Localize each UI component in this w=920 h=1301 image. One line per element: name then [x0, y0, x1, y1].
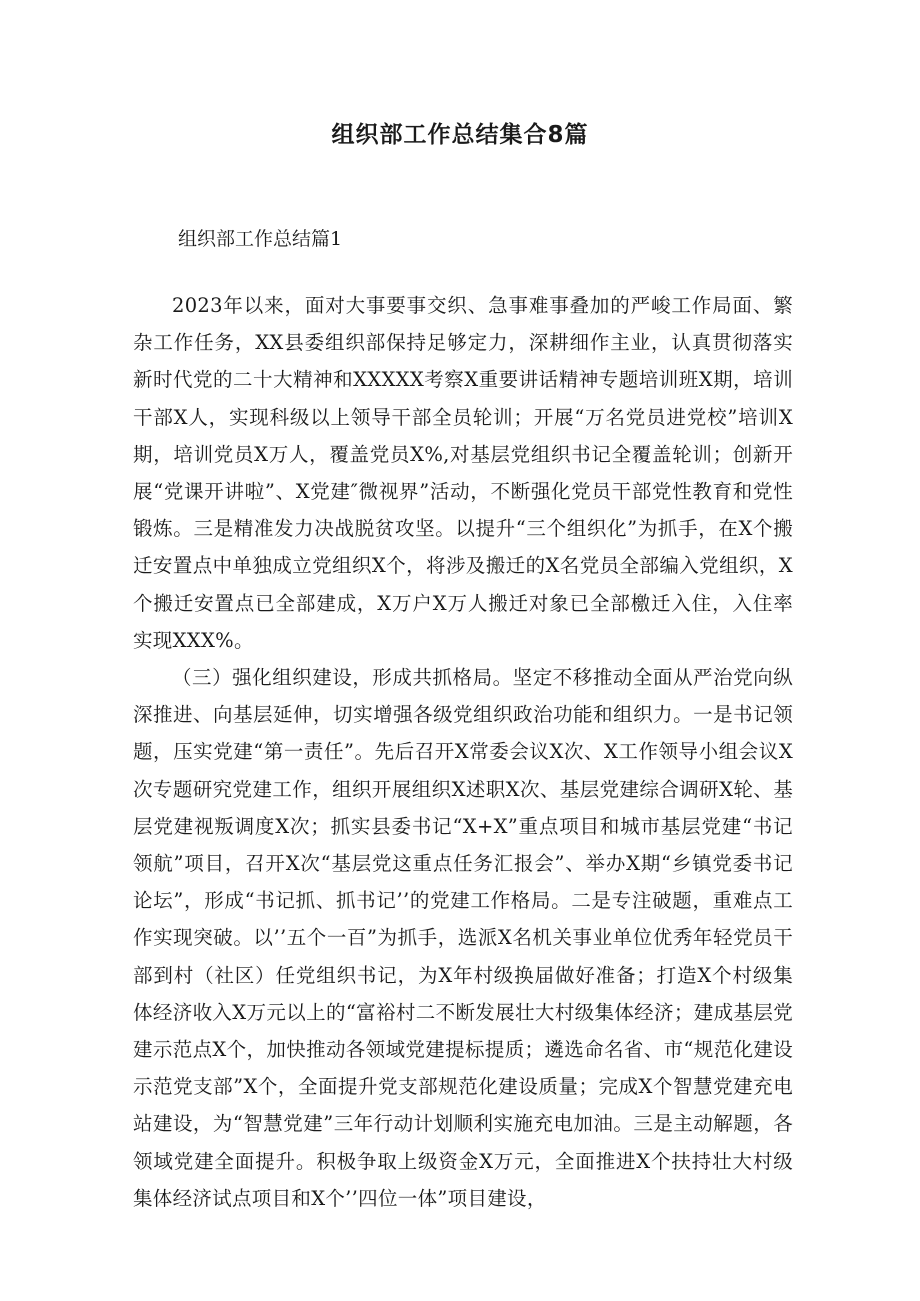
document-title: 组织部工作总结集合8篇: [331, 122, 589, 148]
body-paragraph: （三）强化组织建设，形成共抓格局。坚定不移推动全面从严治党向纵深推进、向基层延伸，切实增强各级党组织政治功能和组织力。一是书记领题，压实党建“第一责任”。先后召开X常委会议X次、X工作领导小组会议X次专题研究党建工作，组织开展组织X述职X次、基层党建综合调研X轮、基层党建视叛调度X次；抓实县委书记“X+X”重点项目和城市基层党建“书记领航”项目，召开X次“基层党这重点任务汇报会”、举办X期“乡镇党委书记论坛”，形成“书记抓、抓书记’’的党建工作格局。二是专注破题，重难点工作实现突破。以’’五个一百”为抓手，选派X名机关事业单位优秀年轻党员干部到村（社区）任党组织书记，为X年村级换届做好准备；打造X个村级集体经济收入X万元以上的“富裕村二不断发展壮大村级集体经济；建成基层党建示范点X个，加快推动各领域党建提标提质；遴选命名省、市“规范化建设示范党支部”X个，全面提升党支部规范化建设质量；完成X个智慧党建充电站建设，为“智慧党建”三年行动计划顺利实施充电加油。三是主动解题，各领域党建全面提升。积极争取上级资金X万元，全面推进X个扶持壮大村级集体经济试点项目和X个’’四位一体”项目建设，: [133, 666, 793, 1210]
body-paragraph: 2023年以来，面对大事要事交织、急事难事叠加的严峻工作局面、繁杂工作任务，XX县委组织部保持足够定力，深耕细作主业，认真贯彻落实新时代党的二十大精神和XXXXX考察X重要讲话精神专题培训班X期，培训干部X人，实现科级以上领导干部全员轮训；开展“万名党员进党校”培训X期，培训党员X万人，覆盖党员X%,对基层党组织书记全覆盖轮训；创新开展“党课开讲啦”、X党建″微视界”活动，不断强化党员干部党性教育和党性锻炼。三是精准发力决战脱贫攻坚。以提升“三个组织化”为抓手，在X个搬迁安置点中单独成立党组织X个，将涉及搬迁的X名党员全部编入党组织，X个搬迁安置点已全部建成，X万户X万人搬迁对象已全部檄迁入住，入住率实现XXX%。: [133, 294, 793, 652]
section-heading: 组织部工作总结篇1: [178, 228, 343, 250]
